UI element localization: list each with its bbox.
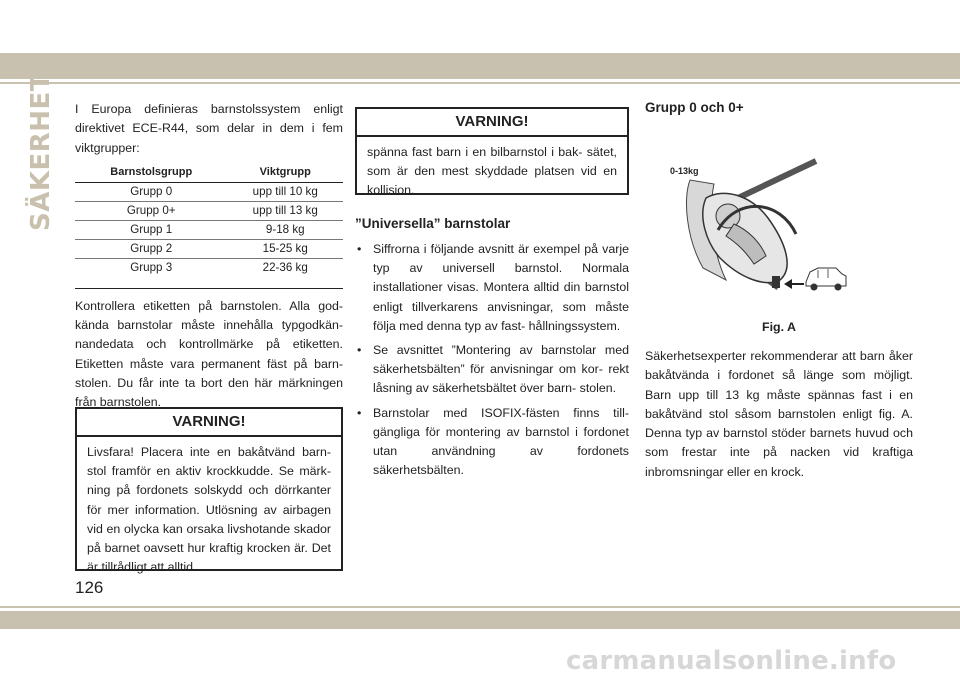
warning-box-left xyxy=(75,407,343,575)
bullet-list xyxy=(355,240,629,480)
header-band xyxy=(0,53,960,79)
table-row xyxy=(75,239,343,258)
car-icon xyxy=(806,268,846,291)
warning-title: VARNING! xyxy=(77,409,341,437)
table-header-group: Barnstolsgrupp xyxy=(75,164,227,183)
table-row xyxy=(75,182,343,201)
rear-facing-seat-figure xyxy=(668,158,848,310)
figure-weight-label: 0-13kg xyxy=(670,166,699,176)
table-cell: upp till 10 kg xyxy=(252,185,318,199)
direction-arrow-head xyxy=(784,279,792,289)
table-row xyxy=(75,201,343,220)
watermark-text: carmanualsonline.info xyxy=(566,646,897,676)
section-tab xyxy=(26,72,57,232)
intro-paragraph: I Europa definieras barnstolssystem enligt direktivet ECE-R44, som delar in dem i fem viktgrupper: xyxy=(75,102,343,155)
warning-title: VARNING! xyxy=(357,109,627,137)
table-cell: Grupp 2 xyxy=(75,239,227,258)
weight-group-table xyxy=(75,164,343,289)
column-left xyxy=(75,100,343,413)
seat-belt-upper xyxy=(738,161,816,198)
table-row xyxy=(75,258,343,288)
table-header-weight: Viktgrupp xyxy=(227,164,343,183)
list-item-text: Se avsnittet ”Montering av barnstolar med säkerhetsbälten” för anvisningar om kor- rekt låsning av säkerhetsbältet över barn- stolen. xyxy=(373,343,629,396)
figure-caption: Fig. A xyxy=(762,320,796,334)
list-item xyxy=(355,404,629,481)
page-number: 126 xyxy=(75,578,104,597)
column-middle xyxy=(355,216,629,485)
list-item xyxy=(355,341,629,399)
table-cell: 9-18 kg xyxy=(227,220,343,239)
column-right-text xyxy=(645,347,913,482)
warning-box-continued xyxy=(355,107,629,198)
bullet-icon: • xyxy=(357,343,362,358)
section-tab-label: SÄKERHET xyxy=(26,72,57,232)
label-paragraph: Kontrollera etiketten på barnstolen. Alla god- kända barnstolar måste innehålla typgodkän- nandedata och kontrollmärke på etiketten. Etiketten måste vara permanent fäst på barn- stolen. Du får inte ta bort den här märkningen från barnstolen. xyxy=(75,298,343,410)
bullet-icon: • xyxy=(357,405,362,420)
warning-text: spänna fast barn i en bilbarnstol i bak- sätet, som är den mest skyddade platsen vid en kollision. xyxy=(367,145,617,198)
list-item-text: Barnstolar med ISOFIX-fästen finns till- gängliga för montering av barnstol i fordonet utan användning av fordonets säkerhetsbälten. xyxy=(373,405,629,478)
table-cell: Grupp 1 xyxy=(75,220,227,239)
recommendation-paragraph: Säkerhetsexperter rekommenderar att barn åker bakåtvända i fordonet så länge som möjligt. Barn upp till 13 kg måste spännas fast i en bakåtvänd stol såsom barnstolen enligt fig. A. Denna typ av barnstol stöder barnets huvud och som frestar inte på nacken vid kraftiga inbromsningar eller en krock. xyxy=(645,349,913,479)
section-heading-universal: ”Universella” barnstolar xyxy=(355,216,511,231)
header-rule xyxy=(0,82,960,84)
table-row xyxy=(75,220,343,239)
table-cell: 15-25 kg xyxy=(227,239,343,258)
table-cell: Grupp 3 xyxy=(75,258,227,288)
section-heading-group0: Grupp 0 och 0+ xyxy=(645,100,744,115)
table-cell: Grupp 0 xyxy=(130,185,173,199)
list-item-text: Siffrorna i följande avsnitt är exempel på varje typ av universell barnstol. Normala installationer visas. Montera alltid din barnstol enligt tillverkarens anvisningar, som måste följa med denna typ av fast- hållningssystem. xyxy=(373,242,629,333)
table-header-row xyxy=(75,164,343,183)
warning-text: Livsfara! Placera inte en bakåtvänd barn- stol framför en aktiv krockkudde. Se märk- ning på fordonets solskydd och dörrkanter för mer information. Utlösning av airbagen vid en olycka kan orsaka livshotande skador på barnet oavsett hur kraftig krocken är. Det är tillrådligt att alltid xyxy=(87,445,331,575)
footer-rule xyxy=(0,606,960,608)
belt-buckle xyxy=(772,276,780,288)
bullet-icon: • xyxy=(357,242,362,256)
column-right xyxy=(645,100,913,115)
table-cell: 22-36 kg xyxy=(227,258,343,288)
table-cell: upp till 13 kg xyxy=(227,201,343,220)
table-cell: Grupp 0+ xyxy=(75,201,227,220)
list-item xyxy=(355,240,629,336)
footer-band xyxy=(0,611,960,629)
